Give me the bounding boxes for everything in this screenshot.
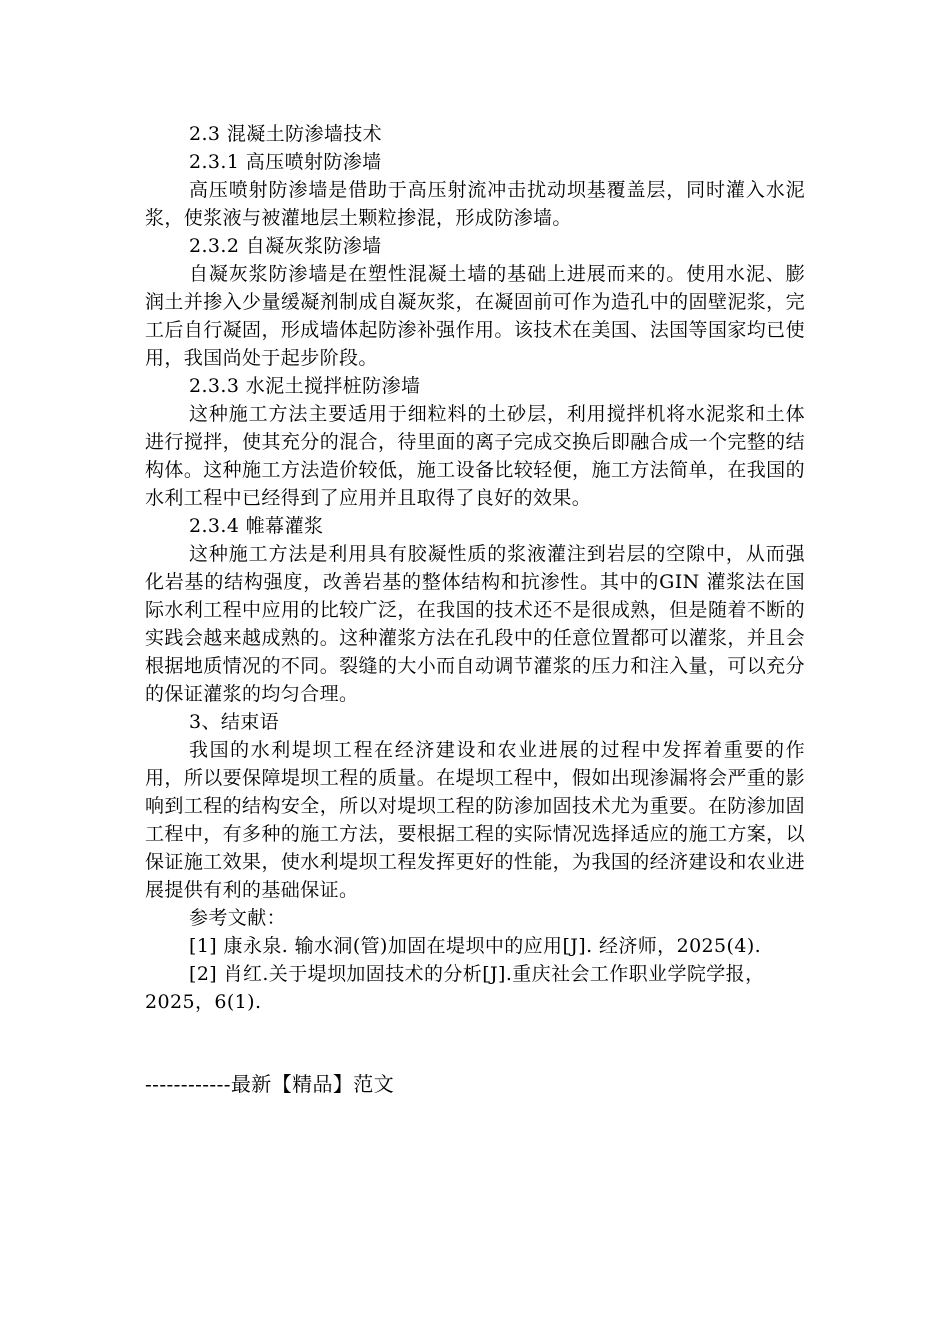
- references-heading: 参考文献：: [189, 907, 287, 929]
- subsection-heading-2-3-1: 2.3.1 高压喷射防渗墙: [189, 151, 382, 173]
- section-heading-2-3: 2.3 混凝土防渗墙技术: [189, 123, 383, 145]
- subsection-heading-2-3-2: 2.3.2 自凝灰浆防渗墙: [189, 235, 382, 257]
- paragraph-high-pressure-jet: 高压喷射防渗墙是借助于高压射流冲击扰动坝基覆盖层，同时灌入水泥浆，使浆液与被灌地层土颗粒掺混，形成防渗墙。: [145, 179, 805, 229]
- section-heading-conclusion: 3、结束语: [189, 711, 280, 733]
- reference-item-1: [1] 康永泉. 输水洞(管)加固在堤坝中的应用[J]. 经济师，2025(4).: [189, 935, 762, 957]
- paragraph-conclusion: 我国的水利堤坝工程在经济建设和农业进展的过程中发挥着重要的作用，所以要保障堤坝工程的质量。在堤坝工程中，假如出现渗漏将会严重的影响到工程的结构安全，所以对堤坝工程的防渗加固技术尤为重要。在防渗加固工程中，有多种的施工方法，要根据工程的实际情况选择适应的施工方案，以保证施工效果，使水利堤坝工程发挥更好的性能，为我国的经济建设和农业进展提供有利的基础保证。: [145, 739, 805, 901]
- paragraph-self-hardening-slurry: 自凝灰浆防渗墙是在塑性混凝土墙的基础上进展而来的。使用水泥、膨润土并掺入少量缓凝剂制成自凝灰浆，在凝固前可作为造孔中的固壁泥浆，完工后自行凝固，形成墙体起防渗补强作用。该技术在美国、法国等国家均已使用，我国尚处于起步阶段。: [145, 263, 805, 369]
- footer-tagline: ------------最新【精品】范文: [145, 1072, 395, 1096]
- paragraph-cement-soil-mixing: 这种施工方法主要适用于细粒料的土砂层，利用搅拌机将水泥浆和土体进行搅拌，使其充分的混合，待里面的离子完成交换后即融合成一个完整的结构体。这种施工方法造价较低，施工设备比较轻便，施工方法简单，在我国的水利工程中已经得到了应用并且取得了良好的效果。: [145, 403, 805, 509]
- document-body: [145, 120, 805, 1016]
- paragraph-curtain-grouting: 这种施工方法是利用具有胶凝性质的浆液灌注到岩层的空隙中，从而强化岩基的结构强度，改善岩基的整体结构和抗渗性。其中的GIN 灌浆法在国际水利工程中应用的比较广泛，在我国的技术还不是很成熟，但是随着不断的实践会越来越成熟的。这种灌浆方法在孔段中的任意位置都可以灌浆，并且会根据地质情况的不同。裂缝的大小而自动调节灌浆的压力和注入量，可以充分的保证灌浆的均匀合理。: [145, 543, 805, 705]
- subsection-heading-2-3-4: 2.3.4 帷幕灌浆: [189, 515, 324, 537]
- reference-item-2: [2] 肖红.关于堤坝加固技术的分析[J].重庆社会工作职业学院学报，2025，6(1).: [145, 963, 765, 1013]
- subsection-heading-2-3-3: 2.3.3 水泥土搅拌桩防渗墙: [189, 375, 421, 397]
